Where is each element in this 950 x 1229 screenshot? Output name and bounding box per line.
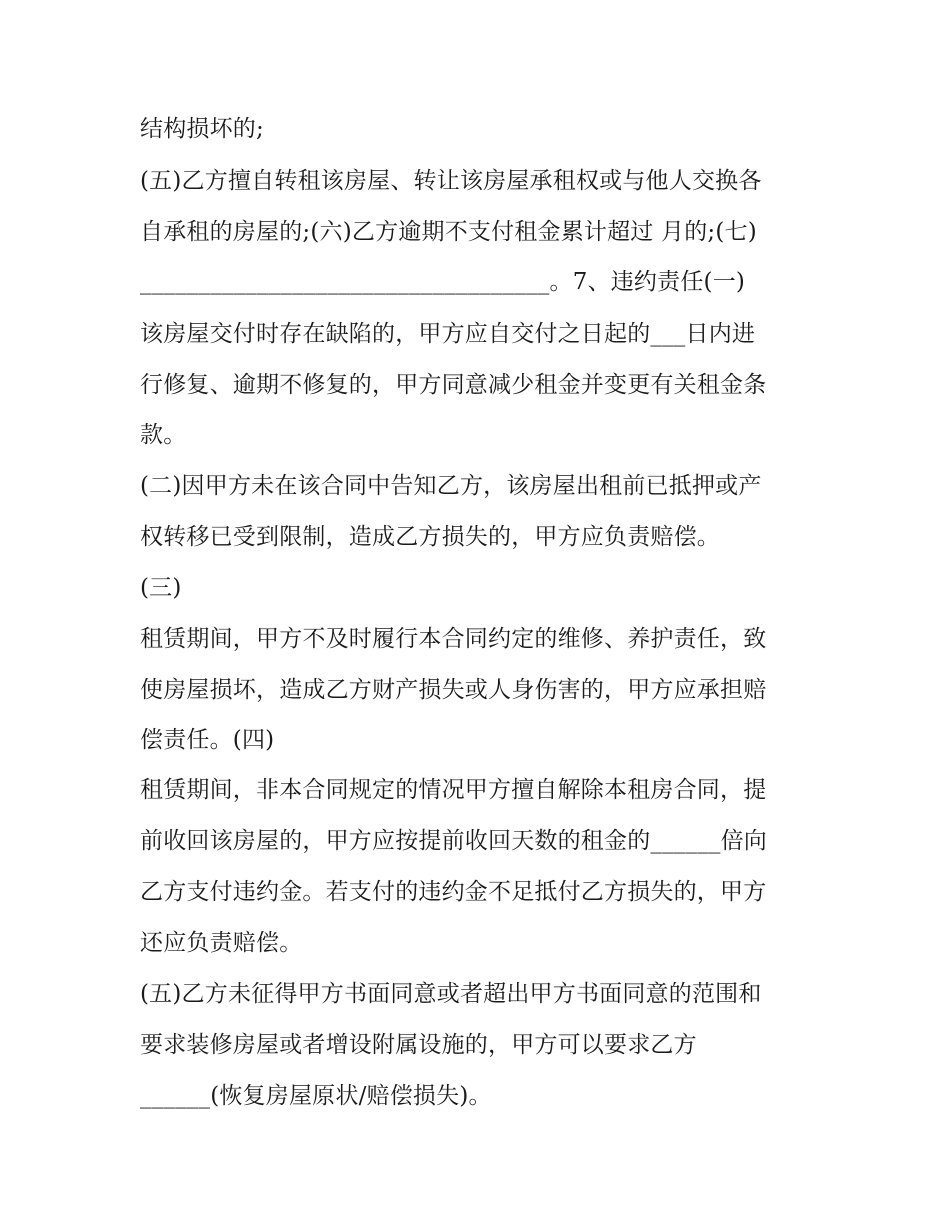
text-line: ___________________________________。7、违约责任(一) [140, 269, 746, 295]
text-line: 使房屋损坏，造成乙方财产损失或人身伤害的，甲方应承担赔 [140, 677, 767, 703]
text-line: 还应负责赔偿。 [140, 930, 303, 956]
text-line: 该房屋交付时存在缺陷的，甲方应自交付之日起的___日内进 [140, 321, 756, 347]
text-line: 结构损坏的; [140, 116, 264, 142]
text-line: 行修复、逾期不修复的，甲方同意减少租金并变更有关租金条 [140, 372, 767, 398]
text-line: 款。 [140, 422, 187, 448]
text-line: (五)乙方未征得甲方书面同意或者超出甲方书面同意的范围和 [140, 981, 762, 1007]
text-line: 租赁期间，甲方不及时履行本合同约定的维修、养护责任，致 [140, 626, 767, 652]
text-line: 租赁期间，非本合同规定的情况甲方擅自解除本租房合同，提 [140, 777, 767, 803]
text-line: (二)因甲方未在该合同中告知乙方，该房屋出租前已抵押或产 [140, 473, 762, 499]
text-line: 偿责任。(四) [140, 727, 275, 753]
text-line: 自承租的房屋的;(六)乙方逾期不支付租金累计超过 月的;(七) [140, 219, 757, 245]
text-line: (五)乙方擅自转租该房屋、转让该房屋承租权或与他人交换各 [140, 168, 762, 194]
text-line: (三) [140, 575, 182, 601]
text-line: 权转移已受到限制，造成乙方损失的，甲方应负责赔偿。 [140, 524, 720, 550]
text-line: 前收回该房屋的，甲方应按提前收回天数的租金的______倍向 [140, 828, 767, 854]
text-line: ______(恢复房屋原状/赔偿损失)。 [140, 1083, 492, 1109]
text-line: 要求装修房屋或者增设附属设施的，甲方可以要求乙方 [140, 1032, 697, 1058]
text-line: 乙方支付违约金。若支付的违约金不足抵付乙方损失的，甲方 [140, 879, 767, 905]
